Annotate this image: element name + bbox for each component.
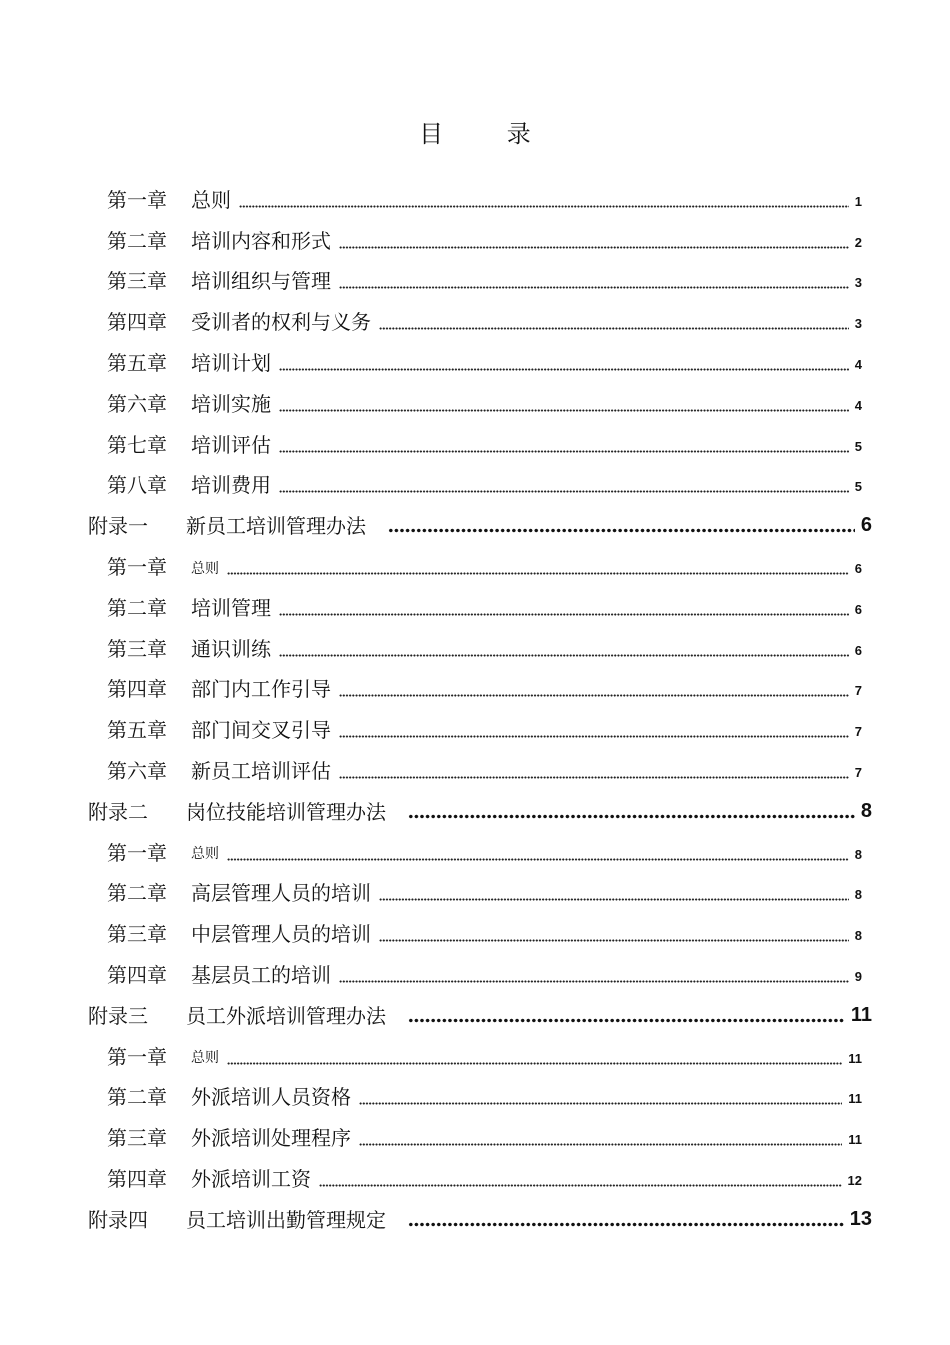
toc-entry-title: 培训管理 <box>191 595 271 620</box>
toc-page-number: 13 <box>849 1207 872 1230</box>
toc-entry-label: 附录二 <box>88 799 148 824</box>
toc-entry-label: 第三章 <box>107 1126 167 1151</box>
toc-chapter-entry[interactable] <box>0 178 950 219</box>
toc-entry-label: 第二章 <box>107 228 167 253</box>
toc-entry-title: 总则 <box>191 1050 219 1067</box>
toc-chapter-entry[interactable] <box>0 708 950 749</box>
toc-chapter-entry[interactable] <box>0 423 950 464</box>
toc-entry-title: 基层员工的培训 <box>191 963 331 988</box>
toc-entry-title: 培训评估 <box>191 432 271 457</box>
toc-entry-title: 外派培训工资 <box>191 1167 311 1192</box>
toc-entry-label: 第六章 <box>107 391 167 416</box>
dot-leader <box>279 613 849 616</box>
toc-chapter-entry[interactable] <box>0 545 950 586</box>
toc-entry-label: 第四章 <box>107 963 167 988</box>
toc-entry-label: 第三章 <box>107 636 167 661</box>
toc-page-number: 6 <box>854 561 862 577</box>
toc-entry-title: 培训组织与管理 <box>191 269 331 294</box>
toc-entry-title: 培训实施 <box>191 391 271 416</box>
dot-leader <box>408 1018 845 1023</box>
dot-leader <box>279 368 849 371</box>
toc-entry-label: 第一章 <box>107 840 167 865</box>
dot-leader <box>227 572 849 575</box>
toc-chapter-entry[interactable] <box>0 382 950 423</box>
toc-page-number: 4 <box>854 397 862 413</box>
toc-entry-label: 第五章 <box>107 351 167 376</box>
toc-entry-title: 新员工培训评估 <box>191 759 331 784</box>
toc-chapter-entry[interactable] <box>0 464 950 505</box>
toc-entry-label: 第四章 <box>107 1167 167 1192</box>
toc-chapter-entry[interactable] <box>0 219 950 260</box>
toc-entry-label: 第一章 <box>107 187 167 212</box>
toc-chapter-entry[interactable] <box>0 1076 950 1117</box>
toc-appendix-entry[interactable] <box>0 790 950 831</box>
toc-page-number: 12 <box>847 1173 862 1189</box>
toc-chapter-entry[interactable] <box>0 668 950 709</box>
toc-page-number: 2 <box>854 234 862 250</box>
toc-entry-title: 总则 <box>191 187 231 212</box>
toc-page-number: 7 <box>854 683 862 699</box>
dot-leader <box>279 654 849 657</box>
toc-page-number: 9 <box>854 969 862 985</box>
toc-entry-label: 第三章 <box>107 922 167 947</box>
dot-leader <box>279 409 849 412</box>
toc-chapter-entry[interactable] <box>0 1157 950 1198</box>
toc-entry-title: 培训计划 <box>191 351 271 376</box>
toc-chapter-entry[interactable] <box>0 749 950 790</box>
toc-page-number: 6 <box>854 601 862 617</box>
toc-page-number: 3 <box>854 275 862 291</box>
toc-entry-title: 外派培训人员资格 <box>191 1085 351 1110</box>
toc-page-number: 6 <box>860 514 872 537</box>
toc-entry-title: 培训内容和形式 <box>191 228 331 253</box>
toc-entry-title: 培训费用 <box>191 473 271 498</box>
toc-page-number: 11 <box>850 1003 872 1026</box>
dot-leader <box>379 898 849 901</box>
toc-entry-label: 第一章 <box>107 555 167 580</box>
dot-leader <box>408 814 855 819</box>
toc-chapter-entry[interactable] <box>0 872 950 913</box>
toc-page-number: 11 <box>848 1091 862 1107</box>
toc-entry-label: 第四章 <box>107 310 167 335</box>
toc-entry-title: 岗位技能培训管理办法 <box>186 799 386 824</box>
toc-page-number: 7 <box>854 724 862 740</box>
toc-chapter-entry[interactable] <box>0 586 950 627</box>
toc-entry-title: 新员工培训管理办法 <box>186 514 366 539</box>
dot-leader <box>339 286 849 289</box>
toc-chapter-entry[interactable] <box>0 1116 950 1157</box>
dot-leader <box>359 1143 842 1146</box>
dot-leader <box>379 327 849 330</box>
toc-entry-label: 附录三 <box>88 1003 148 1028</box>
dot-leader <box>279 490 849 493</box>
table-of-contents <box>0 178 950 1239</box>
toc-page-number: 8 <box>860 799 872 822</box>
toc-entry-label: 第五章 <box>107 718 167 743</box>
dot-leader <box>339 980 849 983</box>
toc-entry-label: 附录一 <box>88 514 148 539</box>
toc-entry-title: 高层管理人员的培训 <box>191 881 371 906</box>
toc-appendix-entry[interactable] <box>0 994 950 1035</box>
toc-entry-title: 总则 <box>191 560 219 577</box>
toc-entry-label: 附录四 <box>88 1207 148 1232</box>
dot-leader <box>279 450 849 453</box>
toc-page-number: 8 <box>854 928 862 944</box>
dot-leader <box>339 246 849 249</box>
toc-entry-label: 第三章 <box>107 269 167 294</box>
toc-entry-label: 第八章 <box>107 473 167 498</box>
toc-entry-label: 第六章 <box>107 759 167 784</box>
toc-page-number: 11 <box>848 1132 862 1148</box>
toc-entry-title: 员工外派培训管理办法 <box>186 1003 386 1028</box>
dot-leader <box>339 735 849 738</box>
toc-entry-title: 部门间交叉引导 <box>191 718 331 743</box>
toc-entry-label: 第一章 <box>107 1044 167 1069</box>
toc-entry-label: 第二章 <box>107 1085 167 1110</box>
dot-leader <box>227 858 849 861</box>
toc-appendix-entry[interactable] <box>0 1198 950 1239</box>
toc-entry-title: 员工培训出勤管理规定 <box>186 1207 386 1232</box>
dot-leader <box>239 205 849 208</box>
page-title: 目 录 <box>419 120 559 148</box>
toc-page-number: 7 <box>854 765 862 781</box>
toc-page-number: 5 <box>854 479 862 495</box>
toc-chapter-entry[interactable] <box>0 1035 950 1076</box>
toc-chapter-entry[interactable] <box>0 300 950 341</box>
toc-chapter-entry[interactable] <box>0 627 950 668</box>
toc-page-number: 3 <box>854 316 862 332</box>
toc-entry-label: 第二章 <box>107 881 167 906</box>
toc-appendix-entry[interactable] <box>0 504 950 545</box>
toc-entry-title: 中层管理人员的培训 <box>191 922 371 947</box>
toc-page-number: 11 <box>848 1050 862 1066</box>
dot-leader <box>359 1102 842 1105</box>
dot-leader <box>227 1062 842 1065</box>
toc-page-number: 4 <box>854 357 862 373</box>
dot-leader <box>388 528 855 533</box>
toc-page-number: 6 <box>854 642 862 658</box>
dot-leader <box>379 939 849 942</box>
toc-page-number: 5 <box>854 438 862 454</box>
toc-chapter-entry[interactable] <box>0 912 950 953</box>
dot-leader <box>339 694 849 697</box>
toc-chapter-entry[interactable] <box>0 831 950 872</box>
dot-leader <box>319 1184 842 1187</box>
toc-chapter-entry[interactable] <box>0 953 950 994</box>
toc-page-number: 8 <box>854 887 862 903</box>
toc-entry-title: 外派培训处理程序 <box>191 1126 351 1151</box>
toc-entry-title: 通识训练 <box>191 636 271 661</box>
toc-chapter-entry[interactable] <box>0 260 950 301</box>
dot-leader <box>339 776 849 779</box>
toc-entry-title: 受训者的权利与义务 <box>191 310 371 335</box>
toc-page-number: 8 <box>854 846 862 862</box>
toc-entry-label: 第二章 <box>107 595 167 620</box>
toc-page-number: 1 <box>854 193 862 209</box>
toc-entry-title: 部门内工作引导 <box>191 677 331 702</box>
toc-entry-label: 第四章 <box>107 677 167 702</box>
toc-chapter-entry[interactable] <box>0 341 950 382</box>
toc-entry-title: 总则 <box>191 846 219 863</box>
toc-entry-label: 第七章 <box>107 432 167 457</box>
dot-leader <box>408 1222 844 1227</box>
